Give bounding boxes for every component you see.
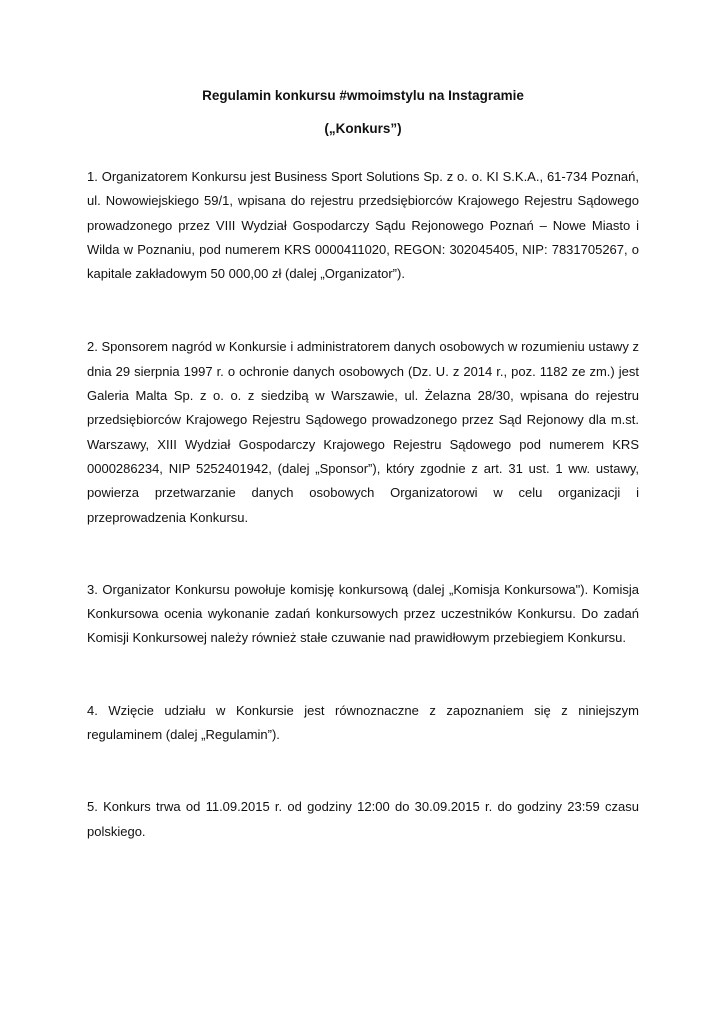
paragraph-commission: 3. Organizator Konkursu powołuje komisję konkursową (dalej „Komisja Konkursowa"). Komisja Konkursowa ocenia wykonanie zadań konkursowych przez uczestników Konkursu. Do zadań Komisji Konkursowej należy również stałe czuwanie nad prawidłowym przebiegiem Konkursu. [87, 581, 639, 646]
paragraph-duration: 5. Konkurs trwa od 11.09.2015 r. od godziny 12:00 do 30.09.2015 r. do godziny 23:59 czasu polskiego. [87, 799, 639, 839]
document-subtitle: („Konkurs”) [324, 121, 402, 136]
document-title: Regulamin konkursu #wmoimstylu na Instagramie [202, 88, 524, 103]
paragraph-organizer: 1. Organizatorem Konkursu jest Business Sport Solutions Sp. z o. o. KI S.K.A., 61-734 Poznań, ul. Nowowiejskiego 59/1, wpisana do rejestru przedsiębiorców Krajowego Rejestru Sądowego prowadzonego przez VIII Wydział Gospodarczy Sądu Rejonowego Poznań – Nowe Miasto i Wilda w Poznaniu, pod numerem KRS 0000411020, REGON: 302045405, NIP: 7831705267, o kapitale zakładowym 50 000,00 zł (dalej „Organizator”). [87, 169, 639, 282]
paragraph-sponsor: 2. Sponsorem nagród w Konkursie i administratorem danych osobowych w rozumieniu ustawy z dnia 29 sierpnia 1997 r. o ochronie danych osobowych (Dz. U. z 2014 r., poz. 1182 ze zm.) jest Galeria Malta Sp. z o. o. z siedzibą w Warszawie, ul. Żelazna 28/30, wpisana do rejestru przedsiębiorców Krajowego Rejestru Sądowego prowadzonego przez Sąd Rejonowy dla m.st. Warszawy, XIII Wydział Gospodarczy Krajowego Rejestru Sądowego pod numerem KRS 0000286234, NIP 5252401942, (dalej „Sponsor”), który zgodnie z art. 31 ust. 1 ww. ustawy, powierza przetwarzanie danych osobowych Organizatorowi w celu organizacji i przeprowadzenia Konkursu. [87, 339, 639, 525]
paragraph-participation: 4. Wzięcie udziału w Konkursie jest równoznaczne z zapoznaniem się z niniejszym regulaminem (dalej „Regulamin”). [87, 702, 639, 743]
